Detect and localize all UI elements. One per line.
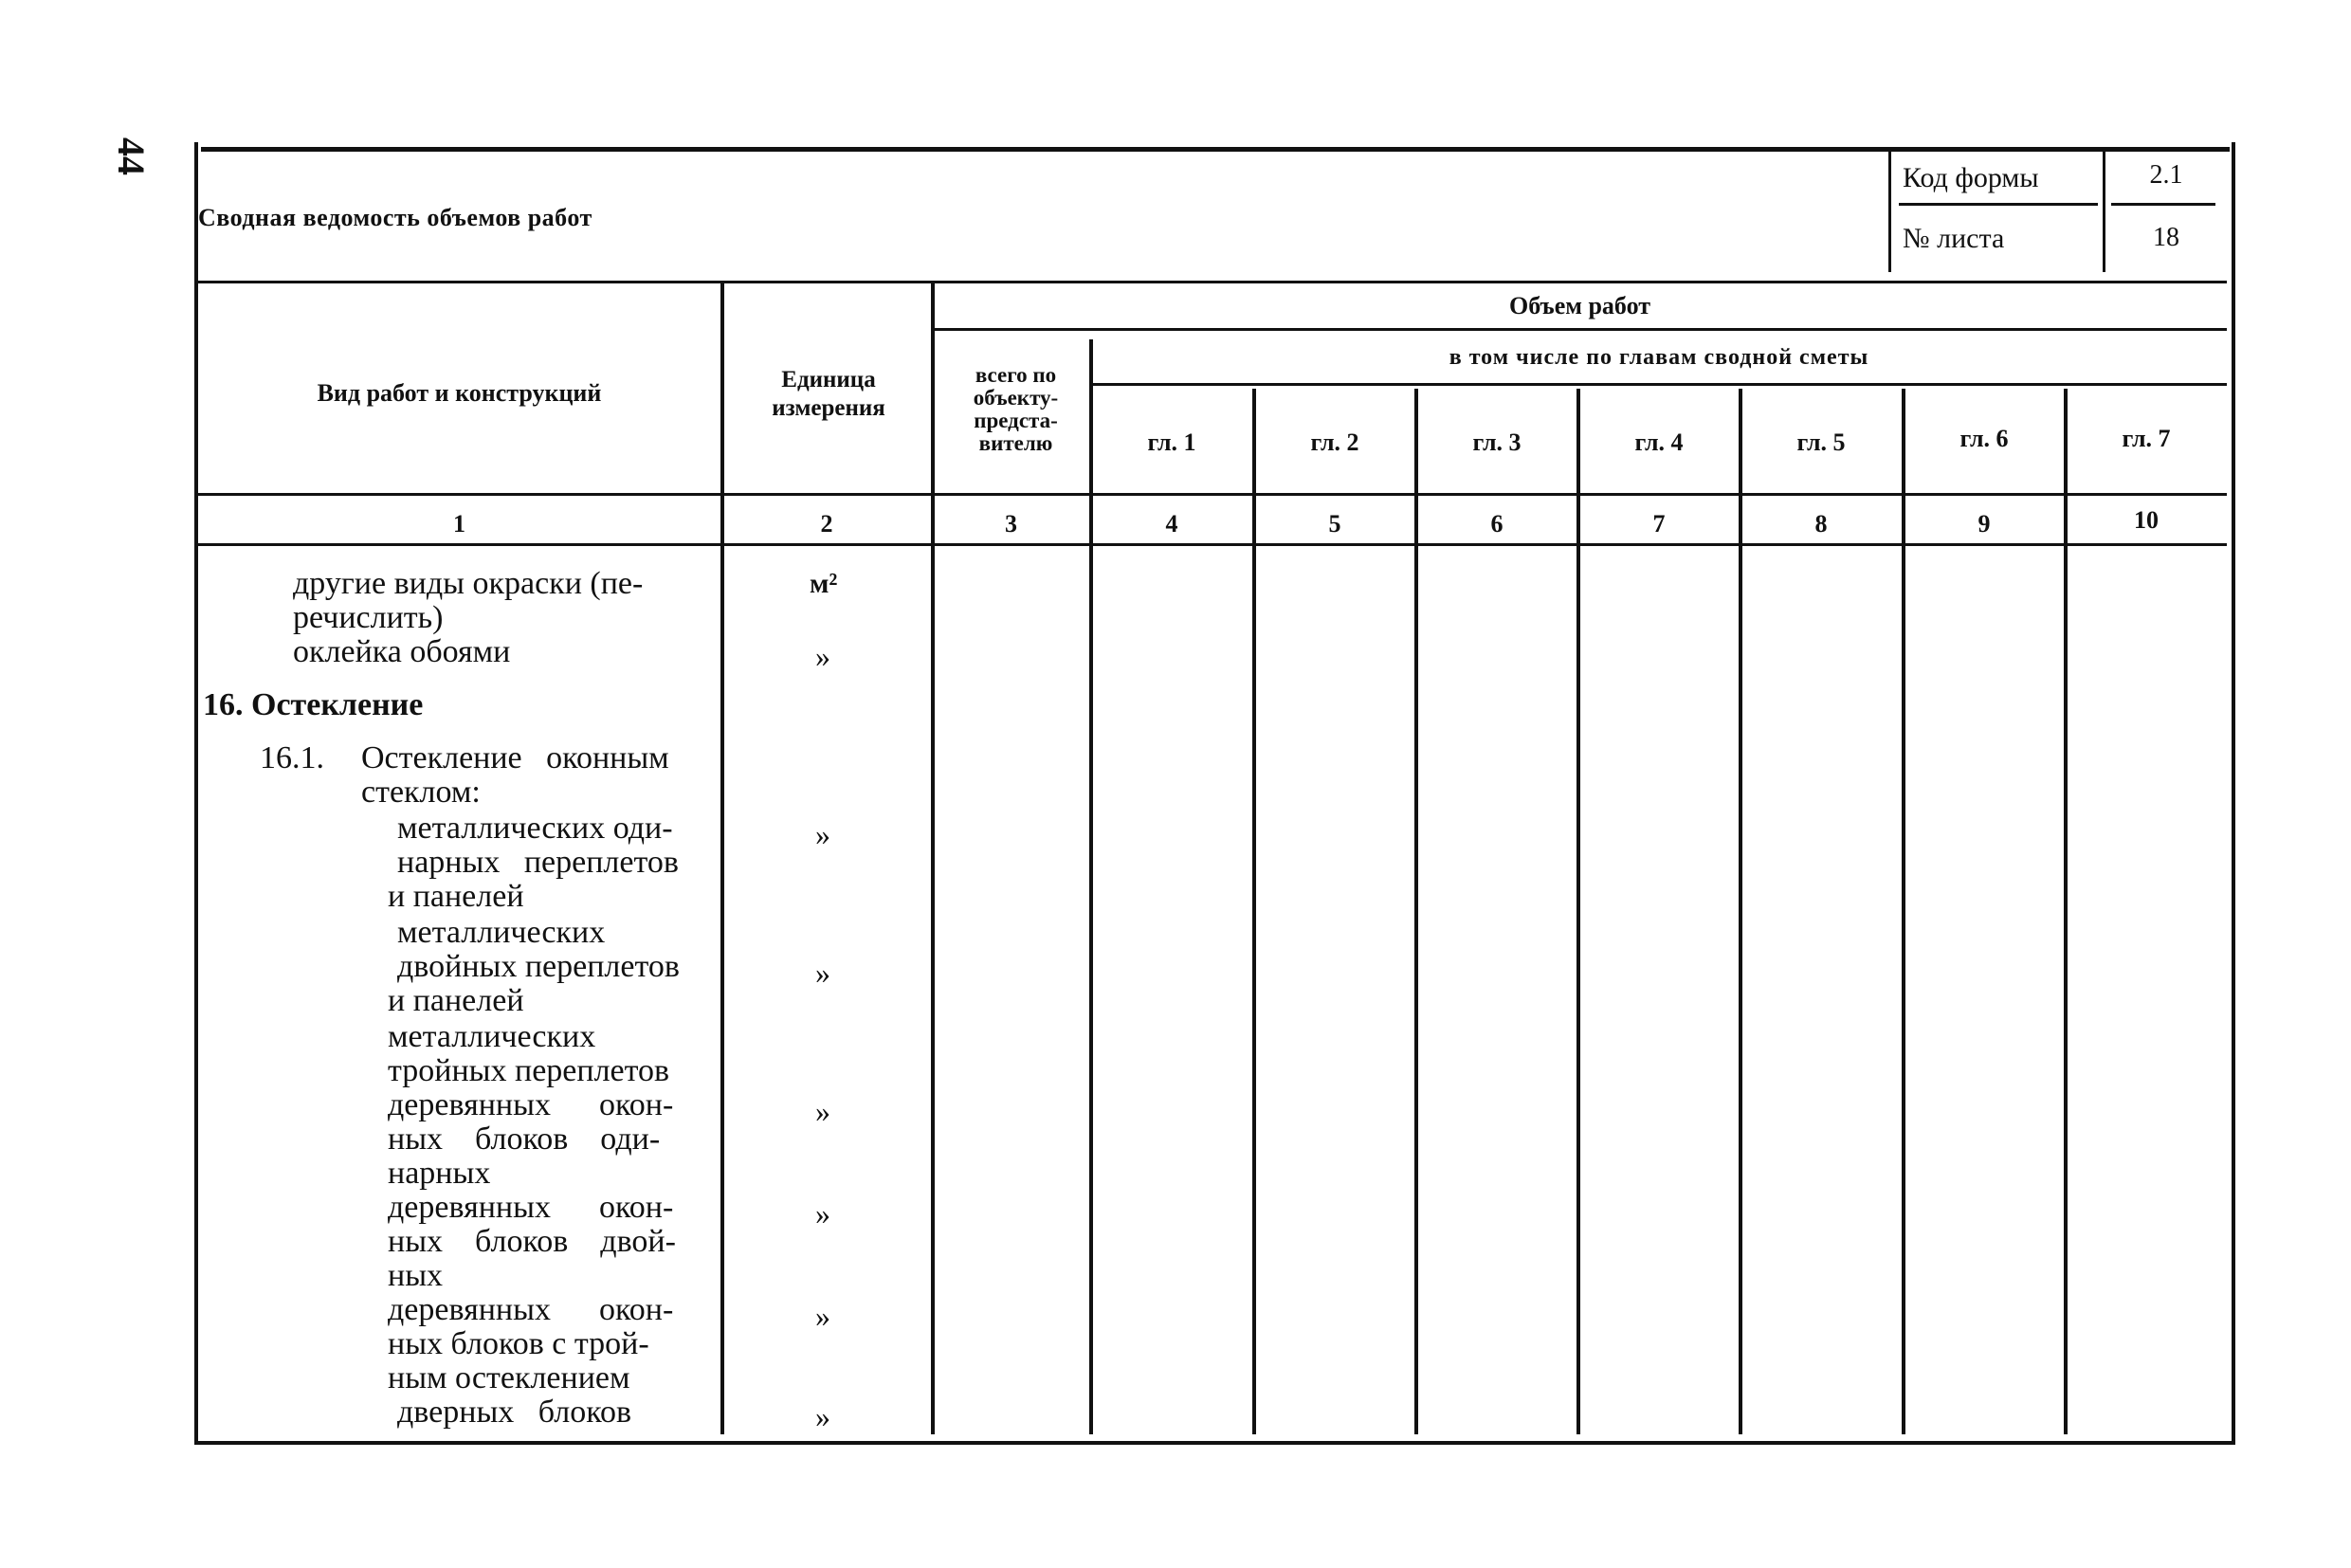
row-label: металлических [388, 1019, 596, 1054]
row-label: ных блоков оди- [388, 1121, 661, 1157]
row-unit: м² [810, 568, 838, 599]
row-label: тройных переплетов [388, 1053, 670, 1088]
code-box-rule [1899, 203, 2098, 206]
row-unit: » [815, 1094, 830, 1128]
row-unit: » [815, 817, 830, 851]
column-number: 9 [1977, 510, 1991, 538]
subsection-number: 16.1. [260, 740, 324, 775]
row-unit: » [815, 1196, 830, 1231]
row-label: и панелей [388, 879, 524, 914]
column-number: 2 [820, 510, 833, 538]
row-label: ным остеклением [388, 1360, 630, 1395]
chapter-4-header: гл. 4 [1634, 428, 1684, 456]
chapter-5-header: гл. 5 [1796, 428, 1846, 456]
page-number: 44 [110, 137, 153, 175]
chapter-1-header: гл. 1 [1147, 428, 1196, 456]
header-rule [198, 493, 2227, 496]
row-label: нарных [388, 1156, 491, 1191]
row-label: ных блоков двой- [388, 1224, 676, 1259]
section-heading: 16. Остекление [203, 687, 424, 722]
row-unit: » [815, 639, 830, 673]
row-unit: » [815, 956, 830, 990]
form-title: Сводная ведомость объемов работ [198, 204, 592, 231]
sheet-number-value: 18 [2153, 223, 2179, 252]
column-number: 6 [1490, 510, 1504, 538]
sheet-number-label: № листа [1903, 223, 2005, 254]
row-label: ных блоков с трой- [388, 1326, 649, 1361]
header-volume: Объем работ [1508, 292, 1651, 319]
subsection-label: Остекление оконным [361, 740, 669, 775]
column-number: 10 [2134, 506, 2159, 534]
column-number: 7 [1652, 510, 1666, 538]
header-rule [933, 328, 2227, 331]
header-rule [1091, 383, 2227, 386]
column-number: 3 [1005, 510, 1017, 538]
chapter-2-header: гл. 2 [1310, 428, 1359, 456]
row-label: речислить) [293, 600, 444, 635]
row-label: металлических [397, 915, 606, 950]
header-total: всего по объекту-предста-вителю [973, 363, 1059, 455]
column-number: 5 [1328, 510, 1341, 538]
work-volume-table [198, 283, 2227, 1434]
form-code-box [1888, 149, 2225, 272]
column-number: 1 [453, 510, 465, 538]
form-code-label: Код формы [1903, 162, 2039, 193]
row-label: металлических оди- [397, 811, 673, 846]
row-unit: » [815, 1399, 830, 1433]
code-box-divider [2103, 149, 2105, 272]
row-label: двойных переплетов [397, 949, 680, 984]
row-label: оклейка обоями [293, 634, 511, 669]
header-rule [198, 543, 2227, 546]
code-box-rule [2111, 203, 2215, 206]
column-divider [1089, 339, 1093, 1434]
column-divider [720, 283, 724, 1434]
row-label: дверных блоков [397, 1395, 632, 1430]
column-divider [931, 283, 935, 1434]
chapter-6-header: гл. 6 [1959, 425, 2009, 452]
column-number: 4 [1165, 510, 1178, 538]
row-label: и панелей [388, 983, 524, 1018]
form-code-value: 2.1 [2149, 160, 2183, 190]
row-label: другие виды окраски (пе- [293, 566, 644, 601]
row-label: деревянных окон- [388, 1292, 674, 1327]
row-label: ных [388, 1258, 444, 1293]
chapter-7-header: гл. 7 [2122, 425, 2171, 452]
header-chapters: в том числе по главам сводной сметы [1449, 345, 1869, 370]
row-label: деревянных окон- [388, 1087, 674, 1122]
header-work-type: Вид работ и конструкций [317, 379, 602, 407]
row-unit: » [815, 1299, 830, 1333]
subsection-label: стеклом: [361, 775, 481, 810]
row-label: нарных переплетов [397, 845, 679, 880]
header-unit: Единица измерения [772, 367, 885, 421]
chapter-3-header: гл. 3 [1472, 428, 1522, 456]
column-number: 8 [1814, 510, 1828, 538]
row-label: деревянных окон- [388, 1190, 674, 1225]
